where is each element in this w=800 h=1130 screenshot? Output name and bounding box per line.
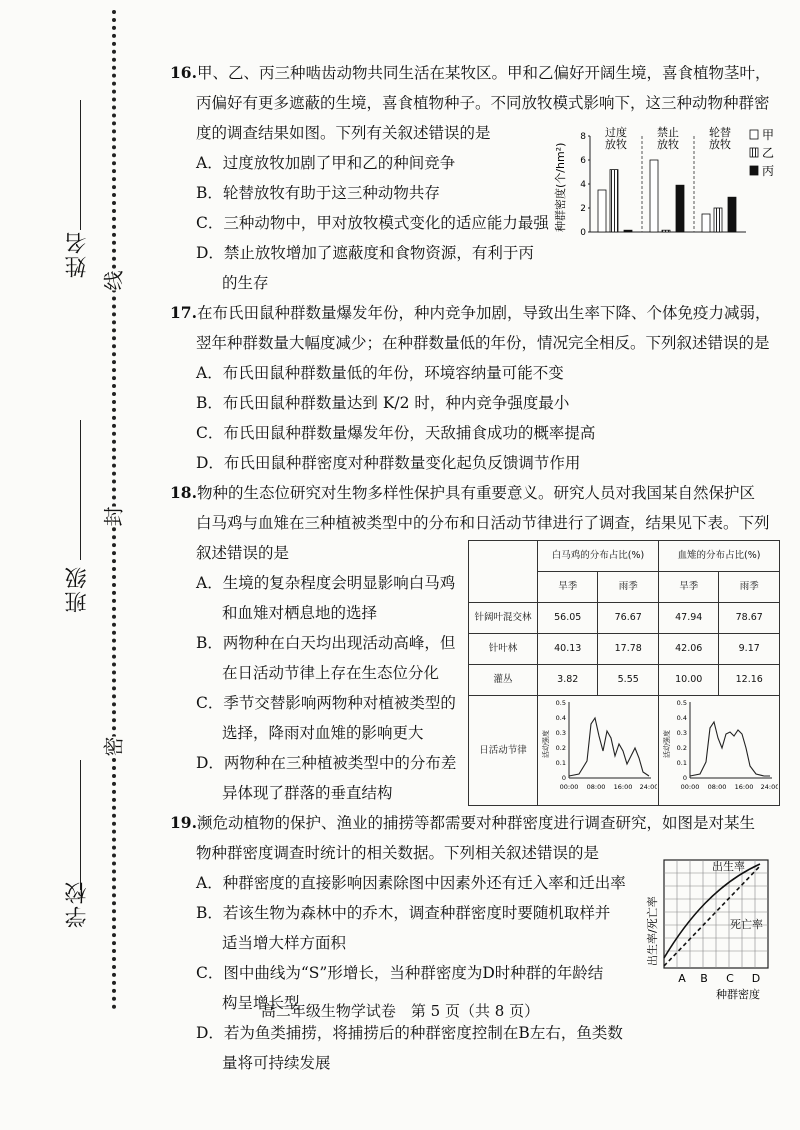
table-corner [469,541,538,603]
ytick: 0.2 [555,744,566,752]
school-label: 学校 [65,880,90,928]
table-cell: 针阔叶混交林 [469,603,538,634]
name-blank [80,100,81,230]
xtick: 16:00 [734,783,754,791]
activity-line-bird1 [569,718,649,776]
q17-option-a: A．布氏田鼠种群数量低的年份，环境容纳量可能不变 [196,364,564,382]
table-head-bird2: 血雉的分布占比(%) [658,541,779,572]
bar-丙 [728,197,736,232]
xtick-d: D [751,972,761,985]
table-cell: 灌丛 [469,665,538,696]
ytick: 0.3 [555,729,566,737]
bar-chart-category-label: 过度 [605,126,627,139]
q19-number: 19. [170,813,197,832]
q19-option-d-cont: 量将可持续发展 [222,1054,331,1072]
question-content [170,58,780,1078]
page-footer: 高二年级生物学试卷 第 5 页（共 8 页） [260,1002,540,1020]
q19-graph-xlabel: 种群密度 [716,988,760,1001]
school-blank [80,760,81,890]
bar-chart-category-label: 放牧 [709,138,731,151]
binding-margin [0,0,150,1130]
bar-甲 [598,190,606,232]
q19-graph-ylabel: 出生率/死亡率 [646,896,659,966]
class-label: 班级 [65,565,90,613]
q17-option-b: B．布氏田鼠种群数量达到 K/2 时，种内竞争强度最小 [196,394,570,412]
table-cell: 40.13 [538,634,598,665]
q18-option-d-cont: 异体现了群落的垂直结构 [222,784,393,802]
question-16 [170,58,780,298]
question-18 [170,478,780,808]
ytick: 0.4 [676,714,687,722]
q17-stem-2: 翌年种群数量大幅度减少；在种群数量低的年份，情况完全相反。下列叙述错误的是 [196,334,770,352]
activity-chart-bird2 [658,696,779,806]
bar-乙 [662,230,670,232]
table-cell: 3.82 [538,665,598,696]
table-cell: 9.17 [719,634,780,665]
question-17 [170,298,780,478]
table-dry-2: 旱季 [658,572,718,603]
bar-chart-ytick: 6 [580,156,586,166]
q16-option-b: B．轮替放牧有助于这三种动物共存 [196,184,440,202]
xtick: 00:00 [559,783,579,791]
bar-chart-category-label: 放牧 [657,138,679,151]
q19-option-a: A．种群密度的直接影响因素除图中因素外还有迁入率和迁出率 [196,874,626,892]
table-cell: 78.67 [719,603,780,634]
bar-chart-ylabel: 种群密度(个/hm²) [554,142,567,232]
xtick-b: B [700,972,708,985]
table-row [469,665,780,696]
table-cell: 47.94 [658,603,718,634]
q18-table [468,540,780,806]
legend-label: 乙 [762,146,775,160]
name-label: 姓名 [65,230,90,278]
ytick: 0 [561,774,566,782]
bar-chart-ytick: 8 [580,132,586,142]
bar-chart-category-label: 禁止 [657,126,679,139]
xtick-c: C [726,972,734,985]
table-cell: 12.16 [719,665,780,696]
bar-乙 [610,170,618,232]
q16-stem-1: 甲、乙、丙三种啮齿动物共同生活在某牧区。甲和乙偏好开阔生境，喜食植物茎叶， [196,64,771,82]
seal-secret-char: 密 [94,737,131,757]
q18-number: 18. [170,483,197,502]
q16-option-a: A．过度放牧加剧了甲和乙的种间竞争 [196,154,456,172]
bar-chart-ytick: 2 [580,204,586,214]
bar-甲 [650,160,658,232]
death-rate-label: 死亡率 [730,918,763,931]
ytick: 0.5 [676,699,687,707]
ytick: 0.2 [676,744,687,752]
ytick: 0.1 [555,759,566,767]
ytick: 0.4 [555,714,566,722]
q18-stem-3: 叙述错误的是 [196,544,290,562]
table-cell: 针叶林 [469,634,538,665]
bar-chart-category-label: 放牧 [605,138,627,151]
xtick: 08:00 [707,783,727,791]
table-cell: 76.67 [598,603,659,634]
bar-乙 [714,208,722,232]
birth-rate-curve [664,864,760,958]
q17-option-d: D．布氏田鼠种群密度对种群数量变化起负反馈调节作用 [196,454,581,472]
table-row [469,634,780,665]
q19-stem-1: 濒危动植物的保护、渔业的捕捞等都需要对种群密度进行调查研究，如图是对某生 [196,814,755,832]
activity-curve-bird1 [539,696,657,792]
class-blank [80,420,81,560]
bar-甲 [702,214,710,232]
q19-option-c-cont: 构呈增长型 [222,994,300,1012]
q19-option-b-cont: 适当增大样方面积 [222,934,347,952]
table-cell: 56.05 [538,603,598,634]
bar-丙 [624,230,632,232]
ytick: 0.1 [676,759,687,767]
xtick: 24:00 [760,783,778,791]
q18-option-d: D．两物种在三种植被类型中的分布差 [196,754,457,772]
bar-chart-ytick: 0 [580,228,586,238]
xtick: 08:00 [586,783,606,791]
question-19 [170,808,780,1078]
q18-option-a: A．生境的复杂程度会明显影响白马鸡 [196,574,456,592]
q16-option-d: D．禁止放牧增加了遮蔽度和食物资源，有利于丙 [196,244,534,262]
xtick: 16:00 [613,783,633,791]
table-cell: 17.78 [598,634,659,665]
bar-chart-category-label: 轮替 [709,126,731,139]
xtick: 24:00 [639,783,657,791]
table-rain-2: 雨季 [719,572,780,603]
q16-bar-chart [550,124,780,244]
q19-stem-2: 物种群密度调查时统计的相关数据。下列相关叙述错误的是 [196,844,600,862]
q18-stem-1: 物种的生态位研究对生物多样性保护具有重要意义。研究人员对我国某自然保护区 [196,484,755,502]
xtick: 00:00 [680,783,700,791]
table-rain-1: 雨季 [598,572,659,603]
q18-option-b: B．两物种在白天均出现活动高峰，但 [196,634,456,652]
legend-swatch [750,130,758,139]
legend-label: 甲 [762,128,775,142]
legend-label: 丙 [762,164,775,178]
table-cell: 10.00 [658,665,718,696]
q19-option-c: C．图中曲线为“S”形增长，当种群密度为D时种群的年龄结 [196,964,604,982]
q17-stem-1: 在布氏田鼠种群数量爆发年份，种内竞争加剧，导致出生率下降、个体免疫力减弱， [196,304,771,322]
activity-chart-bird1 [538,696,659,806]
q17-option-c: C．布氏田鼠种群数量爆发年份，天敌捕食成功的概率提高 [196,424,596,442]
table-cell: 42.06 [658,634,718,665]
q19-graph [638,848,778,1008]
seal-line-char: 线 [94,271,131,291]
q16-option-c: C．三种动物中，甲对放牧模式变化的适应能力最强 [196,214,549,232]
q18-option-a-cont: 和血雉对栖息地的选择 [222,604,378,622]
q16-stem-3: 度的调查结果如图。下列有关叙述错误的是 [196,124,491,142]
q16-stem-2: 丙偏好有更多遮蔽的生境，喜食植物种子。不同放牧模式影响下，这三种动物种群密 [196,94,770,112]
ytick: 0 [682,774,687,782]
q17-number: 17. [170,303,197,322]
q18-option-c: C．季节交替影响两物种对植被类型的 [196,694,456,712]
bar-chart-ytick: 4 [580,180,586,190]
q16-number: 16. [170,63,197,82]
activity-axis-label: 活动强度 [662,730,671,758]
activity-line-bird2 [690,722,770,776]
ytick: 0.3 [676,729,687,737]
table-dry-1: 旱季 [538,572,598,603]
q18-option-c-cont: 选择，降雨对血雉的影响更大 [222,724,424,742]
legend-swatch [750,166,758,175]
q18-stem-2: 白马鸡与血雉在三种植被类型中的分布和日活动节律进行了调查，结果见下表。下列 [196,514,770,532]
table-cell: 5.55 [598,665,659,696]
seal-seal-char: 封 [94,507,131,527]
table-head-bird1: 白马鸡的分布占比(%) [538,541,659,572]
q19-option-d: D．若为鱼类捕捞，将捕捞后的种群密度控制在B左右，鱼类数 [196,1024,623,1042]
q19-option-b: B．若该生物为森林中的乔木，调查种群密度时要随机取样并 [196,904,611,922]
table-row [469,603,780,634]
bar-丙 [676,185,684,232]
q18-option-b-cont: 在日活动节律上存在生态位分化 [222,664,440,682]
q16-option-d-cont: 的生存 [222,274,269,292]
legend-swatch [750,148,758,157]
xtick-a: A [678,972,686,985]
ytick: 0.5 [555,699,566,707]
birth-rate-label: 出生率 [712,860,745,873]
activity-axis-label: 活动强度 [541,730,550,758]
activity-curve-bird2 [660,696,778,792]
table-activity-label: 日活动节律 [469,696,538,806]
